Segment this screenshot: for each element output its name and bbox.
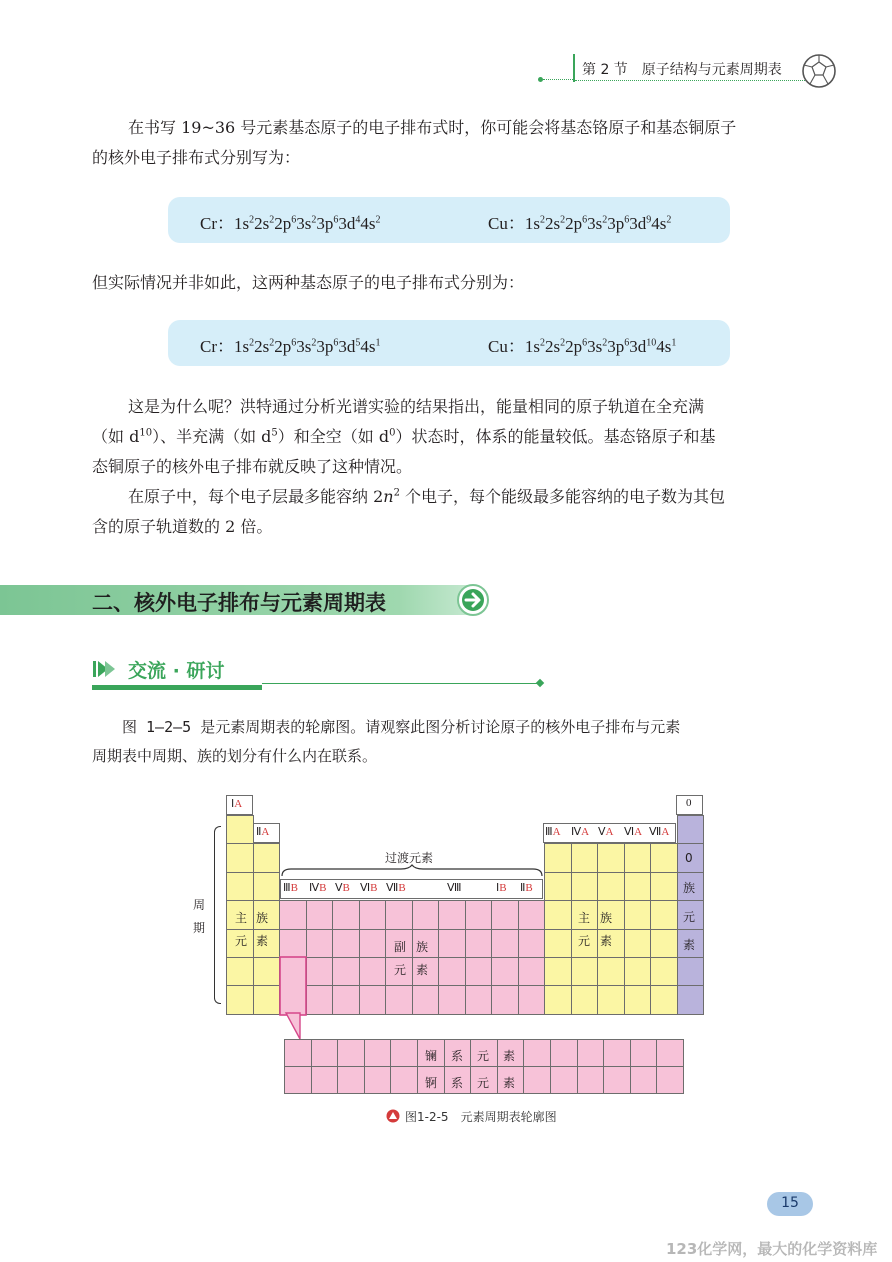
element-cell	[491, 929, 519, 958]
element-cell	[650, 900, 678, 929]
element-cell	[465, 900, 493, 929]
element-cell	[226, 957, 254, 986]
sub-group-char-3: 元	[394, 963, 407, 977]
group-iva-label	[571, 825, 589, 838]
paragraph-1-line-1: 在书写 19~36 号元素基态原子的电子排布式时，你可能会将基态铬原子和基态铜原子	[128, 118, 737, 137]
group-roman: Ⅴ	[598, 826, 606, 838]
text-span: 在原子中，每个电子层最多能容纳 2	[128, 487, 384, 506]
group-roman: Ⅵ	[360, 882, 371, 894]
group-viib-label	[386, 881, 406, 894]
group-roman: Ⅷ	[447, 882, 462, 894]
element-cell	[624, 872, 652, 901]
lanthanide-char-3: 元	[477, 1049, 490, 1063]
element-cell	[359, 900, 387, 929]
superscript: 2	[393, 487, 400, 499]
element-cell	[571, 843, 599, 872]
group-letter: A	[634, 826, 643, 838]
fullerene-icon	[800, 52, 838, 90]
element-cell	[677, 957, 705, 986]
actinide-cell	[364, 1066, 392, 1094]
element-cell	[518, 900, 546, 929]
element-cell	[491, 900, 519, 929]
cr-label: Cr：	[200, 214, 234, 233]
lanthanide-cell	[337, 1039, 365, 1067]
element-cell	[518, 957, 546, 986]
element-cell	[226, 843, 254, 872]
superscript: 5	[271, 427, 278, 439]
main-left-char-3: 元	[235, 934, 248, 948]
element-cell	[571, 985, 599, 1014]
actinide-cell	[630, 1066, 658, 1094]
group-viia-label	[649, 825, 669, 838]
superscript: 0	[389, 427, 396, 439]
element-cell	[650, 843, 678, 872]
paragraph-1	[92, 113, 798, 173]
transition-label: 过渡元素	[385, 851, 434, 865]
text-span: 个电子，每个能级最多能容纳的电子数为其包	[399, 487, 726, 506]
watermark: 123化学网，最大的化学资料库	[666, 1240, 878, 1258]
element-cell	[438, 985, 466, 1014]
element-cell	[359, 985, 387, 1014]
header-divider-left	[543, 79, 573, 80]
group-letter: B	[319, 882, 327, 894]
element-cell	[332, 985, 360, 1014]
element-cell	[544, 872, 572, 901]
noble-char-2: 族	[683, 881, 696, 895]
group-iib-label	[520, 881, 533, 894]
main-right-char-4: 素	[600, 934, 613, 948]
group-roman: Ⅱ	[520, 882, 526, 894]
group-letter: B	[525, 882, 533, 894]
header-underline	[575, 80, 805, 81]
element-cell	[412, 985, 440, 1014]
cu-label: Cu：	[488, 337, 525, 356]
paragraph-4-line-2: 含的原子轨道数的 2 倍。	[92, 517, 273, 536]
group-ivb-label	[309, 881, 327, 894]
discussion-title: 交流 · 研讨	[128, 660, 225, 682]
element-cell	[253, 957, 281, 986]
section-header-label: 第 2 节 原子结构与元素周期表	[582, 62, 782, 78]
actinide-cell	[523, 1066, 551, 1094]
element-cell	[226, 985, 254, 1014]
element-cell	[650, 957, 678, 986]
element-cell	[253, 843, 281, 872]
group-iiia-label	[545, 825, 561, 838]
element-cell	[597, 957, 625, 986]
element-cell	[544, 900, 572, 929]
group-va-label	[598, 825, 613, 838]
group-roman: Ⅰ	[231, 798, 235, 810]
actinide-cell	[390, 1066, 418, 1094]
callout-pointer	[278, 955, 314, 1043]
group-letter: A	[552, 826, 561, 838]
group-roman: Ⅳ	[309, 882, 320, 894]
cu-label: Cu：	[488, 214, 525, 233]
discussion-underline-dot	[536, 679, 544, 687]
paragraph-4	[92, 482, 798, 542]
actinide-char-2: 系	[451, 1076, 464, 1090]
element-cell	[544, 985, 572, 1014]
lanthanide-char-1: 镧	[425, 1049, 438, 1063]
element-cell	[491, 985, 519, 1014]
cr-assumed-formula	[200, 209, 381, 234]
cu-actual-config: $1s^22s^22p^63s^23p^63d^{10}4s^1$	[524, 337, 677, 356]
element-cell	[385, 900, 413, 929]
group-letter: A	[581, 826, 590, 838]
group-iia-label	[256, 825, 269, 838]
group-roman: Ⅰ	[496, 882, 500, 894]
cr-assumed-config: $1s^22s^22p^63s^23p^63d^44s^2$	[234, 214, 381, 233]
noble-char-3: 元	[683, 910, 696, 924]
element-cell	[412, 900, 440, 929]
element-cell	[465, 957, 493, 986]
element-cell	[465, 929, 493, 958]
group-ia-label	[231, 797, 242, 810]
element-cell	[491, 957, 519, 986]
element-cell	[359, 957, 387, 986]
paragraph-2-line: 但实际情况并非如此，这两种基态原子的电子排布式分别为：	[92, 273, 525, 292]
lanthanide-char-2: 系	[451, 1049, 464, 1063]
cr-actual-formula	[200, 332, 381, 357]
play-forward-icon	[92, 659, 118, 679]
main-right-char-3: 元	[578, 934, 591, 948]
element-cell	[624, 900, 652, 929]
arrow-right-circle-icon	[455, 583, 491, 617]
element-cell	[597, 843, 625, 872]
period-label-char-2: 期	[193, 921, 206, 935]
discussion-underline-thick	[92, 685, 262, 690]
paragraph-2	[92, 268, 798, 298]
main-left-char-2: 族	[256, 911, 269, 925]
lanthanide-cell	[364, 1039, 392, 1067]
lanthanide-cell	[603, 1039, 631, 1067]
group-vb-label	[335, 881, 350, 894]
text-span: ）和全空（如 d	[277, 427, 390, 446]
group-letter: B	[499, 882, 507, 894]
header-divider	[573, 54, 575, 82]
paragraph-3-line-1: 这是为什么呢？洪特通过分析光谱实验的结果指出，能量相同的原子轨道在全充满	[128, 397, 705, 416]
paragraph-3	[92, 392, 798, 482]
actinide-cell	[577, 1066, 605, 1094]
caption-triangle-icon	[386, 1109, 400, 1123]
figure-caption: 图1-2-5 元素周期表轮廓图	[405, 1110, 557, 1124]
group-letter: A	[661, 826, 670, 838]
period-brace	[214, 826, 221, 1004]
element-cell	[624, 985, 652, 1014]
element-cell	[650, 872, 678, 901]
formula-box-assumed	[168, 197, 730, 243]
group-roman: Ⅵ	[624, 826, 635, 838]
lanthanide-char-4: 素	[503, 1049, 516, 1063]
element-cell	[385, 985, 413, 1014]
cu-actual-formula	[488, 332, 676, 357]
actinide-cell	[550, 1066, 578, 1094]
group-roman: Ⅶ	[649, 826, 662, 838]
transition-brace	[281, 864, 543, 878]
element-cell	[518, 929, 546, 958]
group-vib-label	[360, 881, 378, 894]
formula-box-actual	[168, 320, 730, 366]
element-cell	[624, 929, 652, 958]
element-cell	[624, 957, 652, 986]
sub-group-char-1: 副	[394, 940, 407, 954]
actinide-cell	[603, 1066, 631, 1094]
cr-label: Cr：	[200, 337, 234, 356]
cu-assumed-config: $1s^22s^22p^63s^23p^63d^94s^2$	[524, 214, 672, 233]
main-right-char-1: 主	[578, 911, 591, 925]
noble-char-4: 素	[683, 938, 696, 952]
element-cell	[332, 929, 360, 958]
paragraph-3-line-3: 态铜原子的核外电子排布就反映了这种情况。	[92, 457, 413, 476]
element-cell	[226, 872, 254, 901]
lanthanide-cell	[630, 1039, 658, 1067]
text-span: （如 d	[92, 427, 140, 446]
sub-group-char-4: 素	[416, 963, 429, 977]
group-letter: B	[342, 882, 350, 894]
main-right-char-2: 族	[600, 911, 613, 925]
lanthanide-cell	[390, 1039, 418, 1067]
element-cell	[332, 900, 360, 929]
element-cell	[253, 985, 281, 1014]
lanthanide-cell	[656, 1039, 684, 1067]
group-iiib-label	[283, 881, 298, 894]
element-cell	[306, 900, 334, 929]
element-cell	[332, 957, 360, 986]
lanthanide-cell	[523, 1039, 551, 1067]
actinide-char-1: 锕	[425, 1076, 438, 1090]
group-0-label: 0	[686, 797, 692, 809]
group-ib-label	[496, 881, 507, 894]
group-letter: A	[605, 826, 614, 838]
element-cell	[306, 929, 334, 958]
group-roman: Ⅲ	[545, 826, 553, 838]
group-letter: A	[234, 798, 243, 810]
lanthanide-cell	[284, 1039, 312, 1067]
actinide-cell	[337, 1066, 365, 1094]
element-cell	[253, 872, 281, 901]
lanthanide-cell	[577, 1039, 605, 1067]
discussion-text-line-2: 周期表中周期、族的划分有什么内在联系。	[92, 747, 378, 765]
group-roman: Ⅴ	[335, 882, 343, 894]
element-cell	[544, 843, 572, 872]
element-cell	[438, 900, 466, 929]
group-letter: B	[290, 882, 298, 894]
discussion-text-line-1: 图 1—2—5 是元素周期表的轮廓图。请观察此图分析讨论原子的核外电子排布与元素	[122, 718, 681, 736]
element-cell	[544, 929, 572, 958]
text-span: ）状态时，体系的能量较低。基态铬原子和基	[395, 427, 716, 446]
actinide-char-3: 元	[477, 1076, 490, 1090]
element-cell	[465, 985, 493, 1014]
main-left-char-4: 素	[256, 934, 269, 948]
element-cell	[677, 985, 705, 1014]
group-via-label	[624, 825, 642, 838]
element-cell	[544, 957, 572, 986]
group-letter: B	[370, 882, 378, 894]
element-cell	[518, 985, 546, 1014]
period-label-char-1: 周	[193, 898, 206, 912]
noble-char-1: 0	[685, 851, 693, 865]
element-cell	[438, 929, 466, 958]
page-number: 15	[781, 1195, 799, 1211]
group-roman: Ⅳ	[571, 826, 582, 838]
section-title: 二、核外电子排布与元素周期表	[92, 591, 386, 615]
lanthanide-cell	[550, 1039, 578, 1067]
paragraph-4-line-1	[92, 482, 798, 512]
paragraph-1-line-2: 的核外电子排布式分别写为：	[92, 148, 301, 167]
element-cell	[359, 929, 387, 958]
cu-assumed-formula	[488, 209, 671, 234]
element-cell	[438, 957, 466, 986]
actinide-cell	[656, 1066, 684, 1094]
element-cell	[597, 985, 625, 1014]
superscript: 10	[139, 427, 153, 439]
element-cell	[597, 872, 625, 901]
paragraph-3-line-2	[92, 422, 798, 452]
element-cell	[279, 900, 307, 929]
cr-actual-config: $1s^22s^22p^63s^23p^63d^54s^1$	[234, 337, 381, 356]
group-letter: A	[261, 826, 270, 838]
group-roman: Ⅱ	[256, 826, 262, 838]
element-cell	[650, 929, 678, 958]
element-cell	[571, 957, 599, 986]
main-left-char-1: 主	[235, 911, 248, 925]
group-letter: B	[398, 882, 406, 894]
element-cell	[624, 843, 652, 872]
actinide-cell	[284, 1066, 312, 1094]
sub-group-char-2: 族	[416, 940, 429, 954]
lanthanide-cell	[311, 1039, 339, 1067]
text-span: ）、半充满（如 d	[152, 427, 272, 446]
italic-n: n	[383, 487, 394, 506]
group-roman: Ⅶ	[386, 882, 399, 894]
group-viii-label	[447, 881, 462, 894]
element-cell	[677, 815, 705, 844]
actinide-cell	[311, 1066, 339, 1094]
element-cell	[279, 929, 307, 958]
group-roman: Ⅲ	[283, 882, 291, 894]
element-cell	[650, 985, 678, 1014]
discussion-text	[92, 713, 798, 771]
actinide-char-4: 素	[503, 1076, 516, 1090]
discussion-underline-thin	[262, 683, 540, 684]
element-cell	[226, 815, 254, 844]
element-cell	[571, 872, 599, 901]
